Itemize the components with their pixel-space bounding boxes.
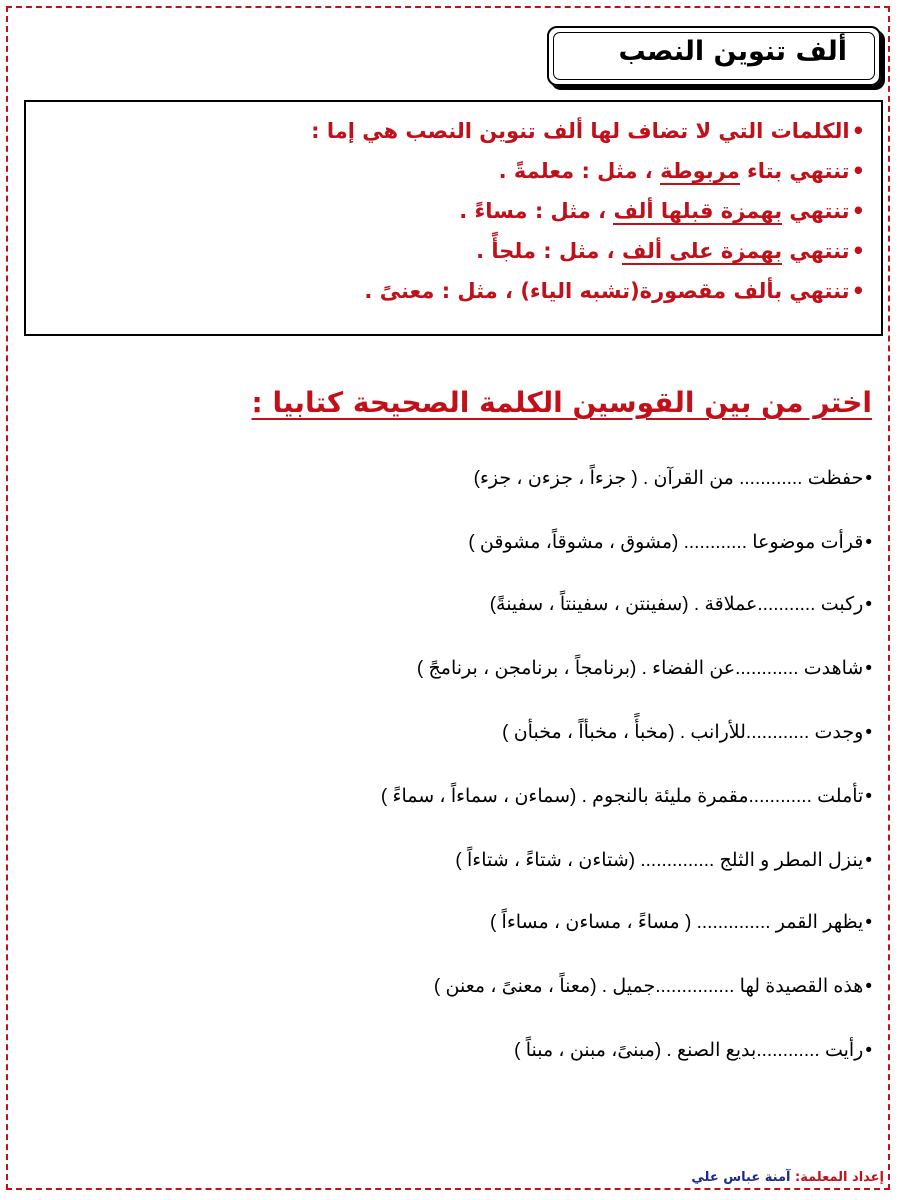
footer-credit [691,1170,884,1185]
bullet-icon: • [851,279,865,303]
rule-1-text: تنتهي بتاء [739,159,850,183]
rule-1-underlined: مربوطة [660,159,740,183]
exercise-item [455,848,872,874]
exercise-text: قرأت موضوعا ............ (مشوق ، مشوقاً، مشوقن ) [468,532,864,553]
bullet-icon: • [851,199,865,223]
exercise-text: حفظت ............ من القرآن . ( جزءاً ، جزءن ، جزء) [473,468,864,489]
rule-intro [311,116,865,146]
bullet-icon: • [865,532,872,553]
rules-box [24,100,883,336]
exercise-item [381,784,872,810]
exercise-item [502,720,872,746]
rule-1-example: ، مثل : معلمةً . [498,159,661,183]
bullet-icon: • [865,912,872,933]
rule-2-underlined: بهمزة قبلها ألف [613,199,783,223]
bullet-icon: • [865,976,872,997]
exercise-text: ينزل المطر و الثلج .............. (شتاءن ، شتاءً ، شتاءاً ) [455,850,864,871]
exercise-text: تأملت ............مقمرة مليئة بالنجوم . (سماءن ، سماءاً ، سماءً ) [380,786,864,807]
exercise-item [490,910,872,936]
rule-4-text: تنتهي بألف مقصورة(تشبه الياء) ، مثل : معنىً . [364,279,850,303]
page-title: ألف تنوين النصب [618,36,847,67]
exercise-text: ركبت ...........عملاقة . (سفينتن ، سفينتاً ، سفينةً) [489,594,864,615]
rule-3 [476,236,865,266]
rule-2-example: ، مثل : مساءً . [459,199,614,223]
rule-3-example: ، مثل : ملجأً . [476,239,622,263]
rule-intro-text: الكلمات التي لا تضاف لها ألف تنوين النصب هي إما : [311,119,850,143]
exercise-item [514,1038,872,1064]
rule-1 [499,156,865,186]
exercise-item [434,974,872,1000]
bullet-icon: • [865,658,872,679]
rule-2-text: تنتهي [782,199,850,223]
rule-4 [364,276,865,306]
exercise-text: وجدت ............للأرانب . (مخبأً ، مخبأاً ، مخبأن ) [502,722,864,743]
bullet-icon: • [865,850,872,871]
exercise-item [468,530,872,556]
bullet-icon: • [851,239,865,263]
bullet-icon: • [865,722,872,743]
bullet-icon: • [865,1040,872,1061]
exercise-text: هذه القصيدة لها ...............جميل . (معناً ، معنىً ، معنن ) [433,976,864,997]
rule-3-text: تنتهي [782,239,850,263]
bullet-icon: • [865,468,872,489]
exercise-text: شاهدت ............عن الفضاء . (برنامجاً ، برنامجن ، برنامجً ) [416,658,864,679]
footer-label: إعداد المعلمة: [795,1170,884,1185]
instruction-heading: اختر من بين القوسين الكلمة الصحيحة كتابيا : [251,386,872,419]
exercise-text: رأيت ............بديع الصنع . (مبنىً، مبنن ، مبناً ) [514,1040,864,1061]
exercise-text: يظهر القمر .............. ( مساءً ، مساءن ، مساءاً ) [489,912,864,933]
exercise-item [417,656,872,682]
author-name: آمنة عباس علي [691,1170,795,1185]
bullet-icon: • [865,786,872,807]
rule-2 [459,196,865,226]
exercise-item [474,466,872,492]
rule-3-underlined: بهمزة على ألف [621,239,783,263]
bullet-icon: • [851,119,865,143]
title-box [547,26,881,86]
bullet-icon: • [865,594,872,615]
exercise-item [490,592,872,618]
bullet-icon: • [851,159,865,183]
